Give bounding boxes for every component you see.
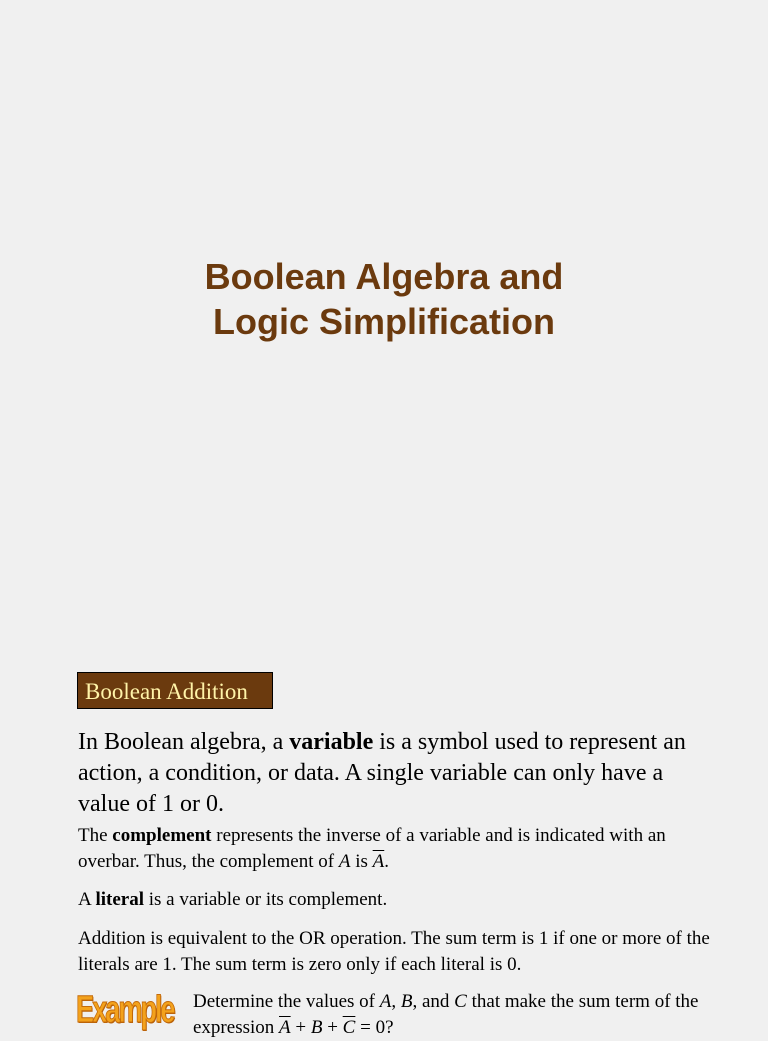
title-line-2: Logic Simplification bbox=[212, 301, 556, 342]
literal-text: is a variable or its complement. bbox=[143, 889, 388, 910]
example-badge bbox=[76, 990, 184, 1030]
page-title bbox=[0, 254, 768, 344]
complement-text-2: is bbox=[350, 851, 373, 872]
literal-paragraph bbox=[78, 887, 718, 913]
example-expr-c: $\overline{C}$ bbox=[342, 1017, 356, 1038]
example-sep-2: , and bbox=[412, 991, 455, 1012]
example-var-b: B bbox=[400, 991, 413, 1012]
example-sep-1: , bbox=[391, 991, 401, 1012]
example-var-a: A bbox=[379, 991, 392, 1012]
example-text-3: = 0? bbox=[355, 1017, 394, 1038]
intro-text-before: In Boolean algebra, a bbox=[78, 729, 290, 755]
intro-paragraph bbox=[78, 727, 718, 820]
complement-lead: The bbox=[78, 825, 113, 846]
example-plus-2: + bbox=[322, 1017, 343, 1038]
example-text-2: that make the sum term of the expression bbox=[193, 991, 699, 1038]
example-paragraph bbox=[193, 989, 738, 1041]
example-text-1: Determine the values of bbox=[193, 991, 380, 1012]
intro-term-variable: variable bbox=[289, 729, 374, 755]
example-var-c: C bbox=[454, 991, 467, 1012]
complement-text-1: represents the inverse of a variable and is indicated with an overbar. Thus, the complement of bbox=[78, 825, 666, 872]
addition-paragraph: Addition is equivalent to the OR operation. The sum term is 1 if one or more of the literals are 1. The sum term is zero only if each literal is 0. bbox=[78, 928, 710, 975]
complement-end: . bbox=[384, 851, 389, 872]
example-expr-b: B bbox=[310, 1017, 323, 1038]
complement-paragraph bbox=[78, 823, 718, 875]
literal-term: literal bbox=[95, 889, 144, 910]
complement-var-bar: $\overline{A}$ bbox=[372, 851, 385, 872]
literal-lead: A bbox=[78, 889, 96, 910]
title-line-1: Boolean Algebra and bbox=[204, 256, 564, 297]
complement-term: complement bbox=[112, 825, 212, 846]
intro-text-after: is a symbol used to represent an action, a condition, or data. A single variable can only have a value of 1 or 0. bbox=[78, 729, 686, 817]
example-expr-a: $\overline{A}$ bbox=[279, 1017, 291, 1038]
complement-var: A bbox=[338, 851, 351, 872]
section-heading-boolean-addition: Boolean Addition bbox=[77, 672, 273, 709]
example-plus-1: + bbox=[290, 1017, 311, 1038]
example-badge-text: Example bbox=[76, 989, 174, 1031]
